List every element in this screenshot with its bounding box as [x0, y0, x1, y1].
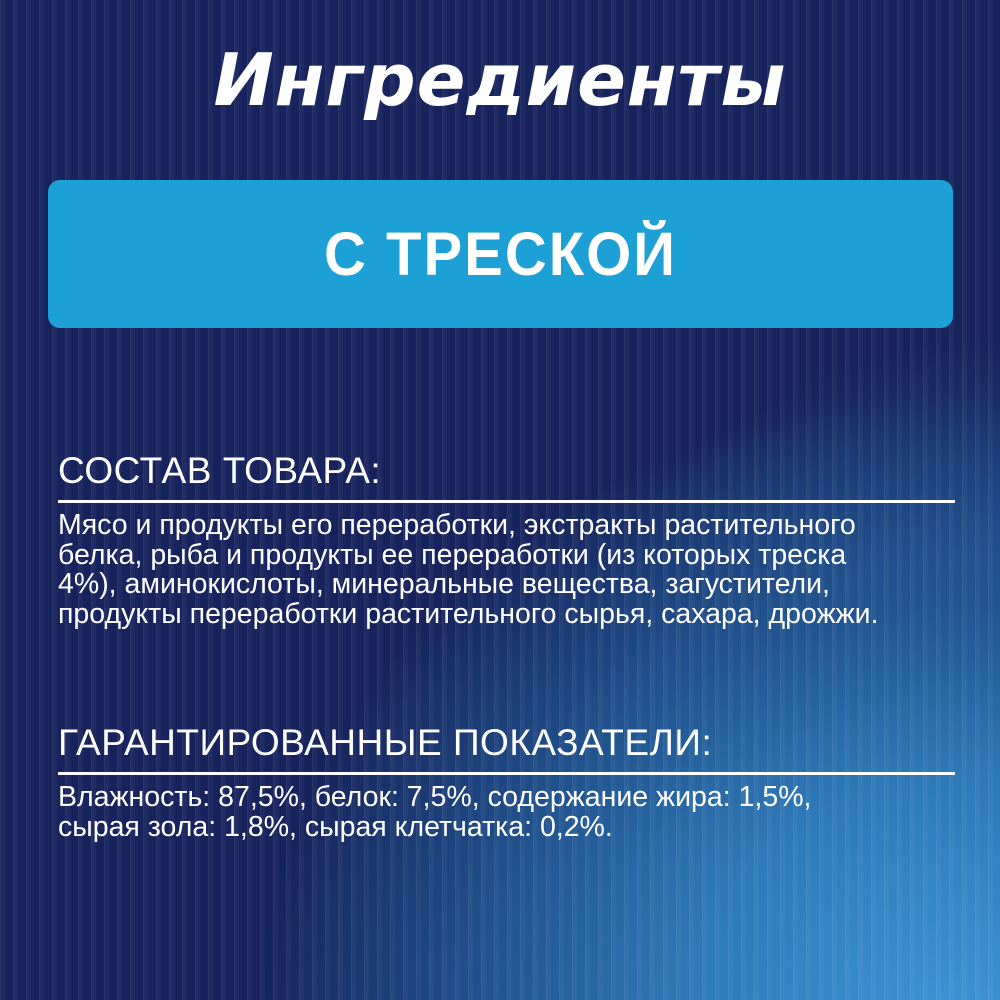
composition-line: белка, рыба и продукты ее переработки (из которых треска: [58, 538, 847, 571]
composition-divider: [58, 500, 955, 503]
guaranteed-heading: ГАРАНТИРОВАННЫЕ ПОКАЗАТЕЛИ:: [58, 722, 713, 763]
flavor-banner-label: С ТРЕСКОЙ: [324, 219, 677, 289]
composition-line: 4%), аминокислоты, минеральные вещества, загустители,: [58, 568, 830, 600]
guaranteed-divider: [58, 772, 955, 775]
flavor-banner: [48, 180, 953, 328]
composition-text: [58, 511, 879, 629]
guaranteed-text: [58, 783, 811, 842]
composition-line: Мясо и продукты его переработки, экстракты растительного: [58, 509, 856, 541]
page-title: Ингредиенты: [213, 38, 787, 122]
guaranteed-line: Влажность: 87,5%, белок: 7,5%, содержание жира: 1,5%,: [58, 781, 812, 813]
composition-line: продукты переработки растительного сырья, сахара, дрожжи.: [58, 597, 879, 630]
guaranteed-line: сырая зола: 1,8%, сырая клетчатка: 0,2%.: [58, 810, 613, 843]
composition-heading: СОСТАВ ТОВАРА:: [58, 450, 382, 491]
